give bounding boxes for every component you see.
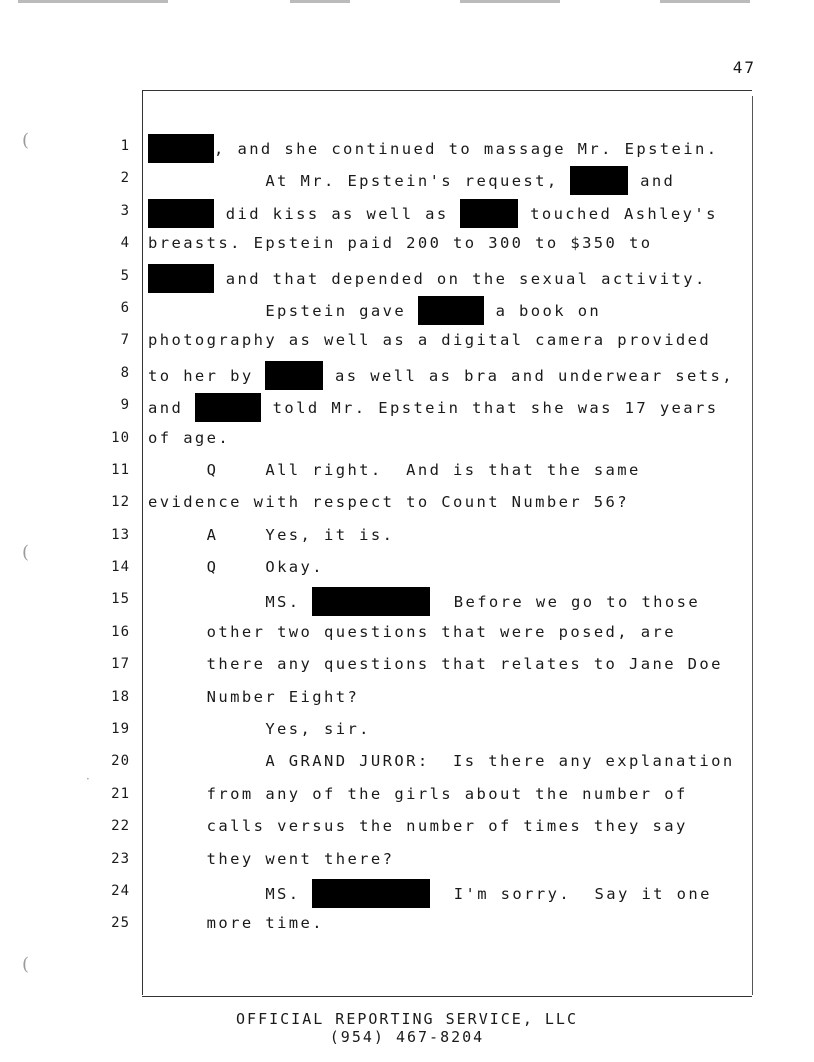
transcript-line xyxy=(148,393,752,425)
line-indent xyxy=(148,914,207,932)
line-number: 7 xyxy=(120,332,130,349)
line-number: 8 xyxy=(120,364,130,381)
redaction-block xyxy=(570,166,628,195)
transcript-line xyxy=(148,523,752,555)
transcript-text: breasts. Epstein paid 200 to 300 to $350 to xyxy=(148,234,653,253)
redaction-block xyxy=(265,361,323,390)
transcript-line xyxy=(148,426,752,458)
transcript-line xyxy=(148,328,752,360)
line-number: 3 xyxy=(120,202,130,219)
redaction-block xyxy=(460,199,518,228)
redaction-block xyxy=(195,393,261,422)
transcript-line xyxy=(148,685,752,717)
transcript-line xyxy=(148,199,752,231)
line-indent xyxy=(148,526,207,544)
transcript-text: they went there? xyxy=(206,849,395,868)
transcript-line xyxy=(148,911,752,943)
transcript-line xyxy=(148,361,752,393)
line-indent xyxy=(148,688,207,706)
line-indent xyxy=(148,817,207,835)
transcript-line xyxy=(148,717,752,749)
line-number-column xyxy=(100,134,130,944)
transcript-text: did kiss as well as xyxy=(214,204,461,223)
transcript-text: I'm sorry. Say it one xyxy=(430,884,712,903)
binder-hole-mark: ( xyxy=(22,130,30,151)
transcript-line xyxy=(148,264,752,296)
transcript-text: Epstein gave xyxy=(265,301,418,320)
line-number: 16 xyxy=(111,623,130,640)
line-indent xyxy=(148,655,207,673)
transcript-text: other two questions that were posed, are xyxy=(206,622,676,641)
line-indent xyxy=(148,850,207,868)
transcript-text: Before we go to those xyxy=(430,593,701,612)
transcript-text: A Yes, it is. xyxy=(206,525,395,544)
transcript-text: there any questions that relates to Jane Doe xyxy=(206,655,723,674)
transcript-text: a book on xyxy=(483,301,602,320)
transcript-text: more time. xyxy=(206,914,324,933)
line-number: 6 xyxy=(120,299,130,316)
transcript-line xyxy=(148,879,752,911)
redaction-block xyxy=(148,264,214,293)
line-number: 23 xyxy=(111,850,130,867)
line-indent xyxy=(148,593,265,611)
transcript-text: as well as bra and underwear sets, xyxy=(323,366,734,385)
redaction-block xyxy=(312,587,430,616)
line-number: 15 xyxy=(111,591,130,608)
line-number: 19 xyxy=(111,721,130,738)
stray-mark: · xyxy=(86,772,90,786)
transcript-line xyxy=(148,814,752,846)
transcript-text: told Mr. Epstein that she was 17 years xyxy=(260,399,719,418)
line-number: 24 xyxy=(111,882,130,899)
transcript-line xyxy=(148,458,752,490)
transcript-text: , and she continued to massage Mr. Epstein. xyxy=(214,140,719,158)
transcript-text: Yes, sir. xyxy=(265,720,371,739)
line-indent xyxy=(148,558,207,576)
transcript-text: and xyxy=(148,399,195,418)
transcript-text: At Mr. Epstein's request, xyxy=(265,172,571,191)
line-indent xyxy=(148,302,265,320)
transcript-text: and that depended on the sexual activity. xyxy=(214,269,707,288)
scan-artifact xyxy=(290,0,350,3)
line-indent xyxy=(148,785,207,803)
line-number: 4 xyxy=(120,235,130,252)
footer xyxy=(0,1010,814,1046)
line-number: 17 xyxy=(111,656,130,673)
transcript-line xyxy=(148,555,752,587)
transcript-text: MS. xyxy=(265,884,313,903)
line-number: 5 xyxy=(120,267,130,284)
line-number: 12 xyxy=(111,494,130,511)
line-number: 20 xyxy=(111,753,130,770)
reporting-service-phone: (954) 467-8204 xyxy=(329,1028,485,1046)
transcript-text: photography as well as a digital camera provided xyxy=(148,331,712,350)
page-number: 47 xyxy=(732,58,756,77)
transcript-line xyxy=(148,490,752,522)
line-number: 25 xyxy=(111,915,130,932)
transcript-text: Number Eight? xyxy=(206,687,360,706)
scan-artifact xyxy=(18,0,168,3)
line-number: 18 xyxy=(111,688,130,705)
line-number: 21 xyxy=(111,785,130,802)
binder-hole-mark: ( xyxy=(22,954,30,975)
transcript-text: to her by xyxy=(148,366,266,385)
transcript-text: and xyxy=(628,172,676,191)
redaction-block xyxy=(418,296,484,325)
transcript-line xyxy=(148,134,752,166)
scan-artifact xyxy=(660,0,750,3)
redaction-block xyxy=(148,199,214,228)
transcript-line xyxy=(148,166,752,198)
line-number: 13 xyxy=(111,526,130,543)
line-number: 9 xyxy=(120,397,130,414)
transcript-line xyxy=(148,296,752,328)
line-indent xyxy=(148,752,265,770)
line-indent xyxy=(148,172,265,190)
line-number: 14 xyxy=(111,559,130,576)
transcript-line xyxy=(148,847,752,879)
transcript-text: MS. xyxy=(265,593,313,612)
transcript-text: of age. xyxy=(148,428,231,447)
transcript-text: Q All right. And is that the same xyxy=(206,460,641,479)
binder-hole-mark: ( xyxy=(22,542,30,563)
line-number: 11 xyxy=(111,461,130,478)
transcript-line xyxy=(148,782,752,814)
transcript-text: from any of the girls about the number of xyxy=(206,784,688,803)
line-indent xyxy=(148,885,265,903)
transcript-line xyxy=(148,749,752,781)
line-number: 22 xyxy=(111,818,130,835)
redaction-block xyxy=(148,134,214,163)
transcript-text: calls versus the number of times they say xyxy=(206,817,688,836)
transcript-text: Q Okay. xyxy=(206,558,324,577)
left-margin-rule xyxy=(142,90,143,995)
transcript-line xyxy=(148,231,752,263)
line-number: 1 xyxy=(120,138,130,154)
line-number: 2 xyxy=(120,170,130,187)
transcript-text: evidence with respect to Count Number 56? xyxy=(148,493,630,512)
transcript-body xyxy=(148,134,752,944)
line-number: 10 xyxy=(111,429,130,446)
line-indent xyxy=(148,461,207,479)
right-margin-rule xyxy=(752,96,753,995)
redaction-block xyxy=(312,879,430,908)
transcript-line xyxy=(148,620,752,652)
transcript-line xyxy=(148,587,752,619)
reporting-service-name: OFFICIAL REPORTING SERVICE, LLC xyxy=(236,1010,578,1028)
transcript-text: A GRAND JUROR: Is there any explanation xyxy=(265,752,735,771)
line-indent xyxy=(148,720,265,738)
transcript-line xyxy=(148,652,752,684)
transcript-text: touched Ashley's xyxy=(518,204,718,223)
scan-artifact xyxy=(460,0,560,3)
line-indent xyxy=(148,623,207,641)
